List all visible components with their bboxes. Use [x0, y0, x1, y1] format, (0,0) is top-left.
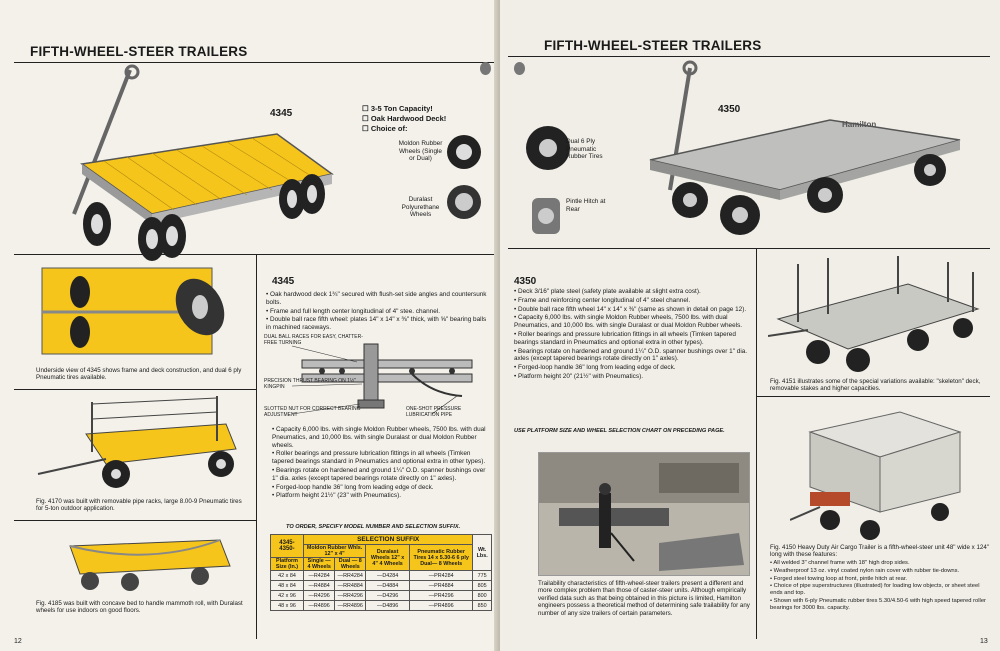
checklist-item: ☐ Choice of: — [362, 124, 408, 133]
spec-4350-title: 4350 — [514, 276, 537, 287]
spec-item: • Platform height 21½" (23" with Pneumatics). — [272, 492, 401, 500]
spec-4345-title: 4345 — [272, 276, 295, 287]
pintle-label: Pintle Hitch at Rear — [566, 198, 606, 213]
spec-item: • Roller bearings and pressure lubrication fittings in all wheels (Timken tapered bearings standard in Pneumatics and optional extra in other types). — [514, 330, 736, 346]
right-page-header: FIFTH-WHEEL-STEER TRAILERS — [544, 38, 762, 53]
fig4151-caption: Fig. 4151 illustrates some of the special variations available: "skeleton" deck, removable stakes and higher capacities. — [770, 378, 981, 393]
fig4185-caption: Fig. 4185 was built with concave bed to handle mammoth roll, with Duralast wheels for use indoors on good floors. — [36, 600, 243, 615]
fig4170-illustration — [36, 394, 246, 494]
table-row: 48 x 84 —R4884 —RR4884 —D4884 —PR4884 805 — [271, 581, 492, 591]
spec-item: • Capacity 6,000 lbs. with single Moldon Rubber wheels, 7500 lbs. with dual Pneumatics, and 10,000 lbs. with single Duralast or dual Moldon Rubber wheels. — [514, 314, 743, 330]
section-rule — [14, 520, 256, 521]
table-row: 42 x 96 —R4296 —RR4296 —D4296 —PR4296 800 — [271, 591, 492, 601]
col-duralast: Duralast Wheels 12" x 4" 4 Wheels — [366, 545, 410, 571]
spec-4345-bullets — [272, 426, 490, 501]
diagram-label-thrust: PRECISION THRUST BEARING ON 1½" KINGPIN — [264, 378, 356, 390]
left-page-header: FIFTH-WHEEL-STEER TRAILERS — [30, 44, 248, 59]
order-note: TO ORDER, SPECIFY MODEL NUMBER AND SELECTION SUFFIX. — [286, 524, 461, 530]
wheel-option-moldon: Moldon Rubber Wheels (Single or Dual) — [398, 140, 443, 163]
model-4350-label: 4350 — [718, 104, 741, 115]
spec-item: • Double ball race fifth wheel 14" x 14" x ⅜" (same as shown in detail on page 12). — [514, 305, 747, 313]
feature-checklist — [362, 104, 446, 134]
fig4150-bullets — [770, 560, 988, 613]
spec-4345-intro — [266, 291, 488, 333]
feature-item: • Forged steel towing loop at front, pintle hitch at rear. — [770, 575, 908, 582]
trailability-photo — [538, 452, 750, 576]
spec-item: • Forged-loop handle 36" long from leading edge of deck. — [272, 483, 434, 491]
fig4150-title: Fig. 4150 Heavy Duty Air Cargo Trailer is a fifth-wheel-steer unit 48" wide x 124" long with these features: — [770, 544, 989, 559]
fig4185-illustration — [60, 526, 240, 596]
table-row: 48 x 96 —R4896 —RR4896 —D4896 —PR4896 850 — [271, 601, 492, 611]
col-pneumatic: Pneumatic Rubber Tires 14 x 5.30-6 6 ply Dual— 8 Wheels — [410, 545, 473, 571]
underside-caption: Underside view of 4345 shows frame and deck construction, and dual 6 ply Pneumatic tires available. — [36, 367, 242, 382]
tire-label: Dual 6 Ply Pneumatic Rubber Tires — [566, 138, 603, 161]
col-weight: Wt. Lbs. — [473, 535, 492, 571]
table-row: 42 x 84 —R4284 —RR4284 —D4284 —PR4284 775 — [271, 571, 492, 581]
right-page — [500, 0, 1000, 651]
binder-hole — [480, 62, 491, 75]
left-page-number: 12 — [14, 638, 22, 645]
header-rule — [14, 62, 496, 63]
spec-item: • Capacity 6,000 lbs. with single Moldon Rubber wheels, 7500 lbs. with dual Pneumatics, and 10,000 lbs. with single Duralast or dual Moldon Rubber wheels. — [272, 426, 486, 449]
checklist-item: ☐ 3-5 Ton Capacity! — [362, 104, 433, 113]
feature-item: • Choice of pipe superstructures (illustrated) for loading low objects, or sheet steel ends and top. — [770, 583, 980, 597]
wheel-options-illustration — [444, 130, 484, 230]
column-rule — [756, 248, 757, 639]
section-rule — [14, 254, 496, 255]
col-dual: Dual — 8 Wheels — [335, 558, 366, 571]
column-rule — [256, 254, 257, 639]
fig4151-illustration — [768, 254, 990, 374]
trailer-4350-illustration — [630, 60, 970, 250]
fig4150-illustration — [790, 402, 970, 542]
section-rule — [508, 248, 990, 249]
spec-item: • Oak hardwood deck 1¾" secured with flush-set side angles and countersunk bolts. — [266, 291, 487, 306]
spec-item: • Deck 3/16" plate steel (safety plate available at slight extra cost). — [514, 288, 701, 295]
model-4345-label: 4345 — [270, 108, 293, 119]
spec-item: • Bearings rotate on hardened and ground 1¼" O.D. spanner bushings over 1" dia. axles (except tapered bearings rotate directly on 1" axles). — [514, 347, 748, 363]
feature-item: • Weatherproof 13 oz. vinyl coated nylon rain cover with rubber tie-downs. — [770, 567, 960, 574]
spec-item: • Platform height 20" (21½" with Pneumatics). — [514, 372, 643, 380]
spec-item: • Double ball race fifth wheel: plates 14" x 14" x ⅜" thick, with ⅝" bearing balls in machined raceways. — [266, 316, 487, 332]
binder-hole — [514, 62, 525, 75]
trailability-caption: Trailability characteristics of fifth-wheel-steer trailers present a different and more complex problem than those of caster-steer units. Although empirically verified data such as that being obtained in this picture is limited, Hamilton engineers possess a theoretical method of determining safe trailability for any number of any size trailers of certain parameters. — [538, 580, 750, 617]
model-tag: 4345- 4350- — [271, 535, 304, 558]
right-page-number: 13 — [980, 638, 988, 645]
diagram-label-dual-race: DUAL BALL RACES FOR EASY, CHATTER-FREE TURNING — [264, 334, 363, 346]
col-platform-size: Platform Size (In.) — [271, 558, 304, 571]
underside-illustration — [40, 262, 240, 362]
col-moldon: Moldon Rubber Whls. 12" x 4" — [303, 545, 365, 558]
section-rule — [14, 389, 256, 390]
header-rule — [508, 56, 990, 57]
trailer-4345-illustration — [12, 64, 342, 264]
spec-item: • Forged-loop handle 36" long from leading edge of deck. — [514, 364, 676, 372]
spec-item: • Roller bearings and pressure lubrication fittings in all wheels (Timken tapered bearings standard in Pneumatics and optional extra in other types). — [272, 450, 486, 466]
spec-item: • Bearings rotate on hardened and ground 1¼" O.D. spanner bushings over 1" dia. axles (except tapered bearings rotate directly on 1" axles). — [272, 466, 486, 482]
spec-item: • Frame and reinforcing center longitudinal of 4" steel channel. — [514, 296, 691, 304]
diagram-label-slotted-nut: SLOTTED NUT FOR CORRECT BEARING ADJUSTMENT — [264, 406, 361, 418]
spec-item: • Frame and full length center longitudinal of 4" stee. channel. — [266, 307, 440, 315]
section-rule — [756, 396, 990, 397]
feature-item: • Shown with 6-ply Pneumatic rubber tires 5.30/4.50-6 with high speed tapered roller bearings for 3000 lbs. capacity. — [770, 597, 986, 611]
chart-note: USE PLATFORM SIZE AND WHEEL SELECTION CHART ON PRECEDING PAGE. — [514, 428, 725, 434]
checklist-item: ☐ Oak Hardwood Deck! — [362, 114, 447, 123]
feature-item: • All welded 3" channel frame with 18" high drop sides. — [770, 560, 910, 566]
diagram-label-one-shot: ONE-SHOT PRESSURE LUBRICATION PIPE — [406, 406, 462, 418]
fig4170-caption: Fig. 4170 was built with removable pipe racks, large 8.00-9 Pneumatic tires for 5-ton outdoor application. — [36, 498, 242, 513]
selection-suffix-table — [270, 534, 492, 611]
col-single: Single — 4 Wheels — [303, 558, 334, 571]
wheel-option-duralast: Duralast Polyurethane Wheels — [401, 196, 440, 219]
table-title: SELECTION SUFFIX — [303, 535, 472, 545]
spec-4350-bullets — [514, 288, 750, 382]
brand-mark: Hamilton — [842, 120, 877, 129]
